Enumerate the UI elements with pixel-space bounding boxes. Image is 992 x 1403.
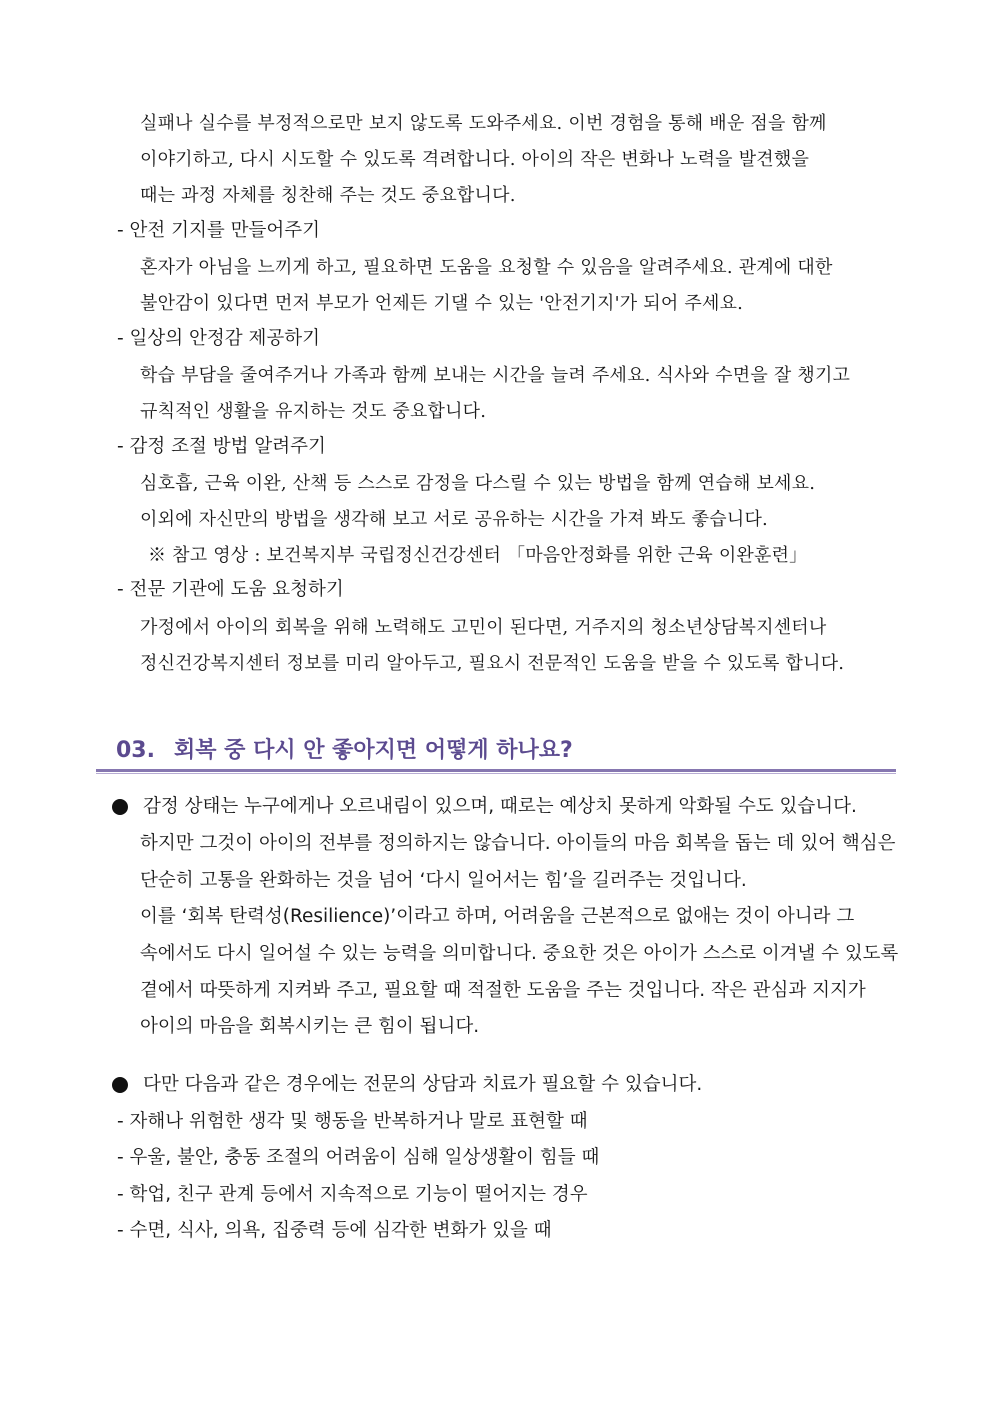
paragraph-line: 실패나 실수를 부정적으로만 보지 않도록 도와주세요. 이번 경험을 통해 배운 점을 함께: [140, 113, 827, 134]
heading-rule-thin: [96, 773, 896, 774]
paragraph-line: 심호흡, 근육 이완, 산책 등 스스로 감정을 다스릴 수 있는 방법을 함께 연습해 보세요.: [140, 473, 816, 494]
paragraph-line: 불안감이 있다면 먼저 부모가 언제든 기댈 수 있는 '안전기지'가 되어 주세요.: [140, 293, 744, 314]
reference-note: ※ 참고 영상 : 보건복지부 국립정신건강센터 「마음안정화를 위한 근육 이완훈련」: [148, 545, 808, 566]
paragraph-line: 다만 다음과 같은 경우에는 전문의 상담과 치료가 필요할 수 있습니다.: [143, 1074, 703, 1095]
paragraph-line: 가정에서 아이의 회복을 위해 노력해도 고민이 된다면, 거주지의 청소년상담복지센터나: [140, 617, 827, 638]
list-item-title: - 전문 기관에 도움 요청하기: [117, 579, 344, 600]
paragraph-line: 혼자가 아님을 느끼게 하고, 필요하면 도움을 요청할 수 있음을 알려주세요. 관계에 대한: [140, 257, 833, 278]
paragraph-line: 이를 ‘회복 탄력성(Resilience)’이라고 하며, 어려움을 근본적으로 없애는 것이 아니라 그: [140, 906, 855, 927]
paragraph-line: 곁에서 따뜻하게 지켜봐 주고, 필요할 때 적절한 도움을 주는 것입니다. 작은 관심과 지지가: [140, 980, 866, 1001]
list-item-title: - 안전 기지를 만들어주기: [117, 220, 321, 241]
section-title: 회복 중 다시 안 좋아지면 어떻게 하나요?: [174, 738, 573, 763]
list-item: - 수면, 식사, 의욕, 집중력 등에 심각한 변화가 있을 때: [117, 1220, 552, 1241]
list-item: - 우울, 불안, 충동 조절의 어려움이 심해 일상생활이 힘들 때: [117, 1147, 600, 1168]
list-item: - 학업, 친구 관계 등에서 지속적으로 기능이 떨어지는 경우: [117, 1184, 588, 1205]
list-item-title: - 감정 조절 방법 알려주기: [117, 436, 326, 457]
section-heading: [116, 733, 573, 764]
paragraph-line: 학습 부담을 줄여주거나 가족과 함께 보내는 시간을 늘려 주세요. 식사와 수면을 잘 챙기고: [140, 365, 851, 386]
list-item: - 자해나 위험한 생각 및 행동을 반복하거나 말로 표현할 때: [117, 1111, 588, 1132]
paragraph-line: 규칙적인 생활을 유지하는 것도 중요합니다.: [140, 401, 487, 422]
paragraph-line: 감정 상태는 누구에게나 오르내림이 있으며, 때로는 예상치 못하게 악화될 수도 있습니다.: [143, 796, 857, 817]
section-number: 03.: [116, 738, 155, 763]
paragraph-line: 속에서도 다시 일어설 수 있는 능력을 의미합니다. 중요한 것은 아이가 스스로 이겨낼 수 있도록: [140, 943, 899, 964]
bullet-icon: [112, 799, 128, 815]
bullet-icon: [112, 1077, 128, 1093]
paragraph-line: 때는 과정 자체를 칭찬해 주는 것도 중요합니다.: [140, 185, 516, 206]
paragraph-line: 이외에 자신만의 방법을 생각해 보고 서로 공유하는 시간을 가져 봐도 좋습니다.: [140, 509, 768, 530]
paragraph-line: 하지만 그것이 아이의 전부를 정의하지는 않습니다. 아이들의 마음 회복을 돕는 데 있어 핵심은: [140, 833, 896, 854]
paragraph-line: 아이의 마음을 회복시키는 큰 힘이 됩니다.: [140, 1016, 480, 1037]
paragraph-line: 이야기하고, 다시 시도할 수 있도록 격려합니다. 아이의 작은 변화나 노력을 발견했을: [140, 149, 810, 170]
paragraph-line: 단순히 고통을 완화하는 것을 넘어 ‘다시 일어서는 힘’을 길러주는 것입니다.: [140, 870, 747, 891]
paragraph-line: 정신건강복지센터 정보를 미리 알아두고, 필요시 전문적인 도움을 받을 수 있도록 합니다.: [140, 653, 845, 674]
heading-rule: [96, 769, 896, 772]
list-item-title: - 일상의 안정감 제공하기: [117, 328, 321, 349]
